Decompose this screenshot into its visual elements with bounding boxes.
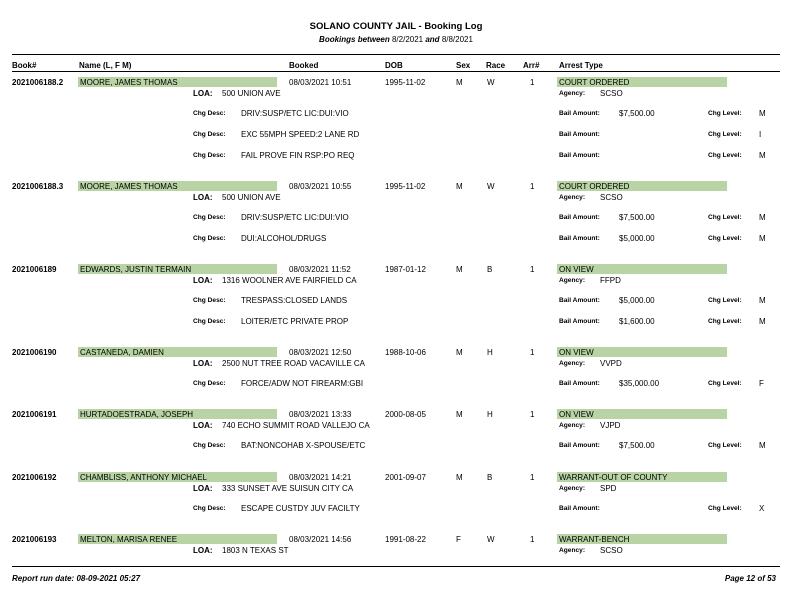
charge-desc-label: Chg Desc: (193, 110, 226, 117)
charge-description: DRIV:SUSP/ETC LIC:DUI:VIO (241, 109, 349, 118)
charge-desc-label: Chg Desc: (193, 297, 226, 304)
agency: VVPD (600, 359, 622, 368)
col-header-name: Name (L, F M) (79, 61, 132, 70)
charge-level-label: Chg Level: (708, 110, 742, 117)
bail-amount-label: Bail Amount: (559, 505, 600, 512)
agency: SPD (600, 484, 617, 493)
charge-level-label: Chg Level: (708, 297, 742, 304)
booked-datetime: 08/03/2021 10:51 (289, 78, 352, 87)
charge-description: DUI:ALCOHOL/DRUGS (241, 234, 327, 243)
arrest-number: 1 (530, 410, 535, 419)
sex: M (456, 410, 463, 419)
booked-datetime: 08/03/2021 14:21 (289, 473, 352, 482)
bail-amount-label: Bail Amount: (559, 214, 600, 221)
arrest-type: WARRANT-BENCH (559, 535, 630, 544)
charge-desc-label: Chg Desc: (193, 380, 226, 387)
book-number: 2021006192 (12, 473, 57, 482)
arrest-type: WARRANT-OUT OF COUNTY (559, 473, 668, 482)
charge-level: M (759, 109, 766, 118)
loa-label: LOA: (193, 359, 213, 368)
location-of-arrest: 1803 N TEXAS ST (222, 546, 289, 555)
sex: M (456, 265, 463, 274)
col-header-arr: Arr# (523, 61, 540, 70)
bail-amount: $7,500.00 (619, 213, 655, 222)
subtitle-prefix: Bookings between (319, 35, 390, 44)
booked-datetime: 08/03/2021 14:56 (289, 535, 352, 544)
arrest-type: ON VIEW (559, 265, 594, 274)
arrest-type: ON VIEW (559, 348, 594, 357)
booked-datetime: 08/03/2021 13:33 (289, 410, 352, 419)
date-from: 8/2/2021 (391, 35, 424, 44)
location-of-arrest: 740 ECHO SUMMIT ROAD VALLEJO CA (222, 421, 370, 430)
bail-amount-label: Bail Amount: (559, 442, 600, 449)
col-header-race: Race (486, 61, 506, 70)
inmate-name: MELTON, MARISA RENEE (80, 535, 178, 544)
charge-level: M (759, 234, 766, 243)
race: H (487, 348, 493, 357)
charge-level-label: Chg Level: (708, 131, 742, 138)
race: B (487, 473, 493, 482)
charge-description: LOITER/ETC PRIVATE PROP (241, 317, 349, 326)
bail-amount: $35,000.00 (619, 379, 660, 388)
header-bottom-rule (12, 71, 780, 72)
agency-label: Agency: (559, 422, 586, 429)
race: H (487, 410, 493, 419)
loa-label: LOA: (193, 484, 213, 493)
sex: M (456, 78, 463, 87)
agency: SCSO (600, 193, 623, 202)
charge-level: X (759, 504, 765, 513)
book-number: 2021006193 (12, 535, 57, 544)
header-top-rule (12, 54, 780, 55)
location-of-arrest: 1316 WOOLNER AVE FAIRFIELD CA (222, 276, 357, 285)
location-of-arrest: 2500 NUT TREE ROAD VACAVILLE CA (222, 359, 366, 368)
charge-desc-label: Chg Desc: (193, 235, 226, 242)
charge-desc-label: Chg Desc: (193, 152, 226, 159)
charge-level-label: Chg Level: (708, 318, 742, 325)
bail-amount: $7,500.00 (619, 109, 655, 118)
bail-amount-label: Bail Amount: (559, 380, 600, 387)
book-number: 2021006190 (12, 348, 57, 357)
sex: M (456, 182, 463, 191)
charge-level-label: Chg Level: (708, 152, 742, 159)
charge-level-label: Chg Level: (708, 235, 742, 242)
location-of-arrest: 333 SUNSET AVE SUISUN CITY CA (222, 484, 354, 493)
charge-level: M (759, 441, 766, 450)
report-title: SOLANO COUNTY JAIL - Booking Log (309, 21, 483, 32)
charge-level: M (759, 213, 766, 222)
book-number: 2021006189 (12, 265, 57, 274)
charge-description: ESCAPE CUSTDY JUV FACILTY (241, 504, 360, 513)
inmate-name: MOORE, JAMES THOMAS (80, 78, 178, 87)
inmate-name: EDWARDS, JUSTIN TERMAIN (80, 265, 192, 274)
charge-desc-label: Chg Desc: (193, 214, 226, 221)
agency-label: Agency: (559, 360, 586, 367)
arrest-number: 1 (530, 535, 535, 544)
date-of-birth: 2001-09-07 (385, 473, 426, 482)
loa-label: LOA: (193, 276, 213, 285)
charge-level-label: Chg Level: (708, 505, 742, 512)
col-header-sex: Sex (456, 61, 471, 70)
date-of-birth: 2000-08-05 (385, 410, 426, 419)
sex: M (456, 348, 463, 357)
inmate-name: CHAMBLISS, ANTHONY MICHAEL (80, 473, 207, 482)
charge-level: M (759, 151, 766, 160)
arrest-type: COURT ORDERED (559, 182, 630, 191)
bail-amount-label: Bail Amount: (559, 297, 600, 304)
sex: M (456, 473, 463, 482)
charge-level: M (759, 296, 766, 305)
date-of-birth: 1988-10-06 (385, 348, 426, 357)
charge-description: TRESPASS:CLOSED LANDS (241, 296, 348, 305)
book-number: 2021006188.3 (12, 182, 64, 191)
bail-amount-label: Bail Amount: (559, 131, 600, 138)
footer-rule (12, 566, 780, 567)
arrest-number: 1 (530, 348, 535, 357)
bail-amount: $7,500.00 (619, 441, 655, 450)
charge-description: BAT:NONCOHAB X-SPOUSE/ETC (241, 441, 366, 450)
charge-description: FAIL PROVE FIN RSP:PO REQ (241, 151, 355, 160)
charge-desc-label: Chg Desc: (193, 131, 226, 138)
charge-description: DRIV:SUSP/ETC LIC:DUI:VIO (241, 213, 349, 222)
arrest-number: 1 (530, 78, 535, 87)
race: B (487, 265, 493, 274)
loa-label: LOA: (193, 89, 213, 98)
agency: FFPD (600, 276, 621, 285)
charge-desc-label: Chg Desc: (193, 318, 226, 325)
inmate-name: MOORE, JAMES THOMAS (80, 182, 178, 191)
bail-amount: $5,000.00 (619, 234, 655, 243)
report-subtitle (0, 35, 792, 44)
page-number: Page 12 of 53 (724, 574, 776, 583)
agency: VJPD (600, 421, 621, 430)
charge-level: F (759, 379, 764, 388)
agency-label: Agency: (559, 547, 586, 554)
date-of-birth: 1987-01-12 (385, 265, 426, 274)
arrest-type: COURT ORDERED (559, 78, 630, 87)
bail-amount: $5,000.00 (619, 296, 655, 305)
bail-amount-label: Bail Amount: (559, 110, 600, 117)
bail-amount-label: Bail Amount: (559, 318, 600, 325)
sex: F (456, 535, 461, 544)
subtitle-and: and (425, 35, 440, 44)
date-of-birth: 1995-11-02 (385, 182, 426, 191)
report-run-date: Report run date: 08-09-2021 05:27 (12, 574, 141, 583)
location-of-arrest: 500 UNION AVE (222, 193, 281, 202)
race: W (487, 182, 495, 191)
bail-amount: $1,600.00 (619, 317, 655, 326)
inmate-name: HURTADOESTRADA, JOSEPH (80, 410, 194, 419)
agency-label: Agency: (559, 90, 586, 97)
date-of-birth: 1991-08-22 (385, 535, 426, 544)
date-to: 8/8/2021 (441, 35, 473, 44)
arrest-number: 1 (530, 265, 535, 274)
inmate-name: CASTANEDA, DAMIEN (80, 348, 164, 357)
charge-level: M (759, 317, 766, 326)
charge-desc-label: Chg Desc: (193, 442, 226, 449)
booked-datetime: 08/03/2021 10:55 (289, 182, 352, 191)
agency-label: Agency: (559, 194, 586, 201)
arrest-type: ON VIEW (559, 410, 594, 419)
agency-label: Agency: (559, 277, 586, 284)
book-number: 2021006191 (12, 410, 57, 419)
charge-description: EXC 55MPH SPEED:2 LANE RD (241, 130, 360, 139)
col-header-book: Book# (12, 61, 37, 70)
agency-label: Agency: (559, 485, 586, 492)
arrest-number: 1 (530, 473, 535, 482)
loa-label: LOA: (193, 421, 213, 430)
charge-level-label: Chg Level: (708, 380, 742, 387)
date-of-birth: 1995-11-02 (385, 78, 426, 87)
charge-level: I (759, 130, 762, 139)
arrest-number: 1 (530, 182, 535, 191)
charge-desc-label: Chg Desc: (193, 505, 226, 512)
col-header-booked: Booked (289, 61, 319, 70)
agency: SCSO (600, 546, 623, 555)
bail-amount-label: Bail Amount: (559, 152, 600, 159)
loa-label: LOA: (193, 193, 213, 202)
charge-level-label: Chg Level: (708, 442, 742, 449)
book-number: 2021006188.2 (12, 78, 64, 87)
col-header-dob: DOB (385, 61, 403, 70)
booked-datetime: 08/03/2021 11:52 (289, 265, 351, 274)
loa-label: LOA: (193, 546, 213, 555)
charge-level-label: Chg Level: (708, 214, 742, 221)
booked-datetime: 08/03/2021 12:50 (289, 348, 352, 357)
location-of-arrest: 500 UNION AVE (222, 89, 281, 98)
agency: SCSO (600, 89, 623, 98)
race: W (487, 78, 495, 87)
charge-description: FORCE/ADW NOT FIREARM:GBI (241, 379, 364, 388)
bail-amount-label: Bail Amount: (559, 235, 600, 242)
col-header-arrest-type: Arrest Type (559, 61, 603, 70)
race: W (487, 535, 495, 544)
